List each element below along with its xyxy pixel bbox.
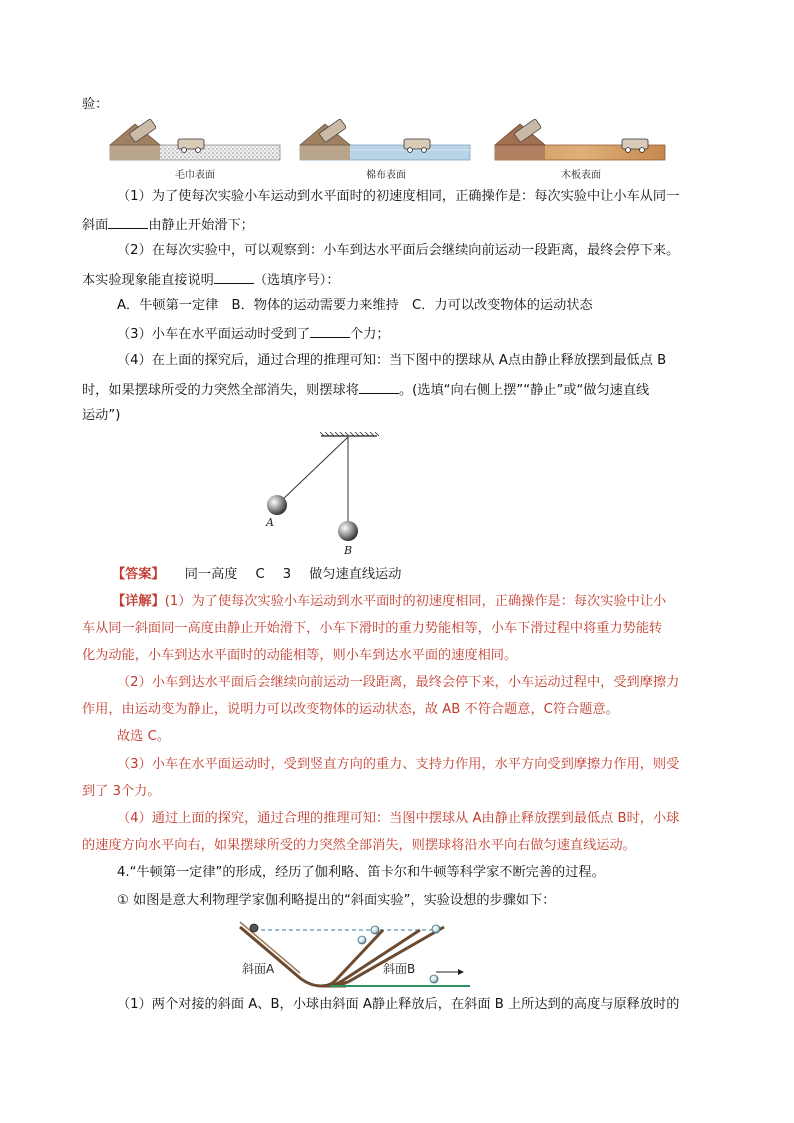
q2-line1: （2）在每次实验中，可以观察到：小车到达水平面后会继续向前运动一段距离，最终会停下来。: [117, 243, 680, 258]
towel-caption: 毛巾表面: [175, 170, 215, 181]
detail-line3: 化为动能，小车到达水平面时的动能相等，则小车到达水平面的速度相同。: [82, 648, 518, 663]
detail-line1: 【详解】(1）为了使每次实验小车运动到水平面时的初速度相同，正确操作是：每次实验中让小: [112, 594, 667, 609]
detail-line4: （2）小车到达水平面后会继续向前运动一段距离，最终会停下来，小车运动过程中，受到摩擦力: [117, 675, 680, 690]
detail-line5: 作用，由运动变为静止，说明力可以改变物体的运动状态，故 AB 不符合题意，C符合题意。: [82, 702, 619, 717]
incline-label-a: 斜面A: [242, 962, 275, 976]
q4-line3: 运动”): [82, 408, 121, 423]
detail-line10: 的速度方向水平向右，如果摆球所受的力突然全部消失，则摆球将沿水平向右做匀速直线运动。: [82, 838, 636, 853]
detail-line2: 车从同一斜面同一高度由静止开始滑下，小车下滑时的重力势能相等，小车下滑过程中将重力势能转: [82, 621, 663, 636]
q4-line2: 时，如果摆球所受的力突然全部消失，则摆球将 。(选填“向右侧上摆”“静止”或“做匀速直线: [82, 380, 649, 400]
q2-options: A．牛顿第一定律 B．物体的运动需要力来维持 C．力可以改变物体的运动状态: [117, 298, 593, 313]
wood-caption: 木板表面: [561, 170, 601, 181]
q3-line: （3）小车在水平面运动时受到了 个力；: [117, 324, 390, 344]
q2-line2: 本实验现象能直接说明 （选填序号）：: [82, 270, 340, 290]
detail-line6: 故选 C。: [117, 729, 170, 744]
incline-label-b: 斜面B: [383, 962, 416, 976]
q4-next-line1: 4.“牛顿第一定律”的形成，经历了伽利略、笛卡尔和牛顿等科学家不断完善的过程。: [117, 865, 605, 880]
detail-line9: （4）通过上面的探究，通过合理的推理可知：当图中摆球从 A由静止释放摆到最低点 B时，小球: [117, 811, 680, 826]
cotton-caption: 棉布表面: [366, 170, 406, 181]
answer-2: C: [255, 567, 265, 582]
detail-line7: （3）小车在水平面运动时，受到竖直方向的重力、支持力作用，水平方向受到摩擦力作用，则受: [117, 757, 680, 772]
pendulum-label-a: A: [266, 516, 274, 529]
answer-4: 做匀速直线运动: [309, 567, 402, 582]
q4-next-line2: ① 如图是意大利物理学家伽利略提出的“斜面实验”，实验设想的步骤如下：: [117, 893, 556, 908]
intro-text: 验：: [82, 97, 109, 112]
q4-line1: （4）在上面的探究后，通过合理的推理可知：当下图中的摆球从 A点由静止释放摆到最低点 B: [117, 353, 667, 368]
q1-line1: （1）为了使每次实验小车运动到水平面时的初速度相同，正确操作是：每次实验中让小车从同一: [117, 189, 680, 204]
answer-1: 同一高度: [184, 567, 238, 582]
detail-line8: 到了 3个力。: [82, 784, 161, 799]
pendulum-label-b: B: [344, 544, 353, 557]
answer-3: 3: [282, 567, 292, 582]
answer-tag: 【答案】: [112, 567, 165, 582]
q1-line2: 斜面 由静止开始滑下；: [82, 215, 254, 235]
step1-line: （1）两个对接的斜面 A、B，小球由斜面 A静止释放后，在斜面 B 上所达到的高度与原释放时的: [117, 997, 680, 1012]
